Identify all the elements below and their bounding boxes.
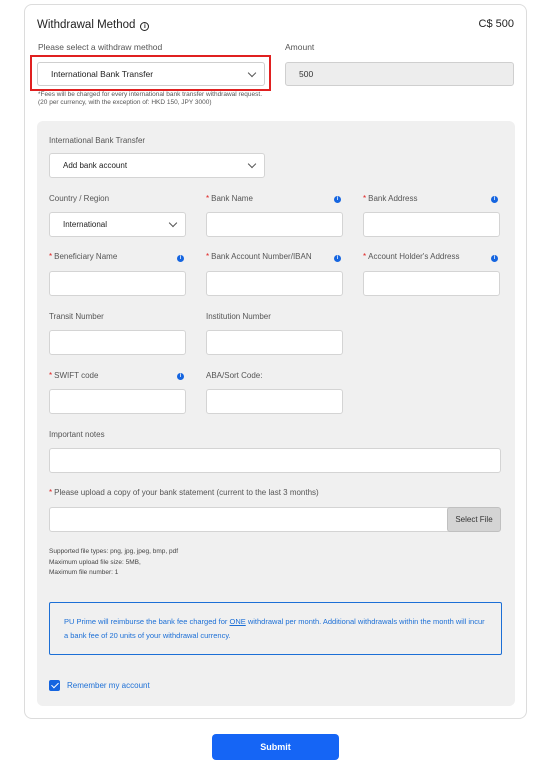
info-icon[interactable]: i (491, 255, 498, 262)
notes-label: Important notes (49, 430, 105, 439)
info-icon[interactable]: i (334, 196, 341, 203)
info-icon[interactable]: i (177, 255, 184, 262)
swift-input[interactable] (49, 389, 186, 414)
balance-amount: C$ 500 (478, 18, 514, 30)
info-icon[interactable]: i (334, 255, 341, 262)
beneficiary-input[interactable] (49, 271, 186, 296)
swift-label: * SWIFT code (49, 371, 99, 380)
amount-field[interactable]: 500 (285, 62, 514, 86)
amount-label: Amount (285, 42, 315, 52)
submit-button[interactable]: Submit (212, 734, 339, 760)
bank-account-select[interactable]: Add bank account (49, 153, 265, 178)
info-icon[interactable]: i (177, 373, 184, 380)
beneficiary-label: * Beneficiary Name (49, 252, 118, 261)
aba-label: ABA/Sort Code: (206, 371, 263, 380)
info-circle-icon[interactable]: i (140, 22, 149, 31)
transit-input[interactable] (49, 330, 186, 355)
bank-address-label: * Bank Address (363, 194, 418, 203)
institution-input[interactable] (206, 330, 343, 355)
select-file-button[interactable]: Select File (447, 507, 501, 532)
bank-name-label: * Bank Name (206, 194, 253, 203)
transit-label: Transit Number (49, 312, 104, 321)
withdrawal-method-title: Withdrawal Method i (37, 19, 149, 31)
bank-name-input[interactable] (206, 212, 343, 237)
institution-label: Institution Number (206, 312, 271, 321)
upload-label: * Please upload a copy of your bank statement (current to the last 3 months) (49, 488, 319, 497)
file-path-field[interactable] (49, 507, 498, 532)
file-requirements: Supported file types: png, jpg, jpeg, bmp, pdf Maximum upload file size: 5MB, Maximum file number: 1 (49, 548, 179, 576)
aba-input[interactable] (206, 389, 343, 414)
account-number-input[interactable] (206, 271, 343, 296)
country-select[interactable]: International (49, 212, 186, 237)
withdraw-method-select[interactable]: International Bank Transfer (37, 62, 265, 86)
remember-checkbox[interactable] (49, 680, 60, 691)
method-label: Please select a withdraw method (38, 42, 163, 52)
holder-address-input[interactable] (363, 271, 500, 296)
holder-address-label: * Account Holder's Address (363, 252, 460, 261)
info-icon[interactable]: i (491, 196, 498, 203)
notes-input[interactable] (49, 448, 501, 473)
section-label: International Bank Transfer (49, 136, 146, 145)
remember-label[interactable]: Remember my account (67, 681, 150, 690)
bank-address-input[interactable] (363, 212, 500, 237)
account-number-label: * Bank Account Number/IBAN (206, 252, 312, 261)
fee-note: *Fees will be charged for every international bank transfer withdrawal request. (20 per currency, with the exception of: HKD 150, JPY 3000) (38, 91, 263, 106)
bank-fee-notice: PU Prime will reimburse the bank fee charged for ONE withdrawal per month. Additional withdrawals within the month will incur a bank fee of 20 units of your withdrawal currency. (49, 602, 502, 655)
country-label: Country / Region (49, 194, 110, 203)
chevron-down-icon (248, 69, 256, 77)
